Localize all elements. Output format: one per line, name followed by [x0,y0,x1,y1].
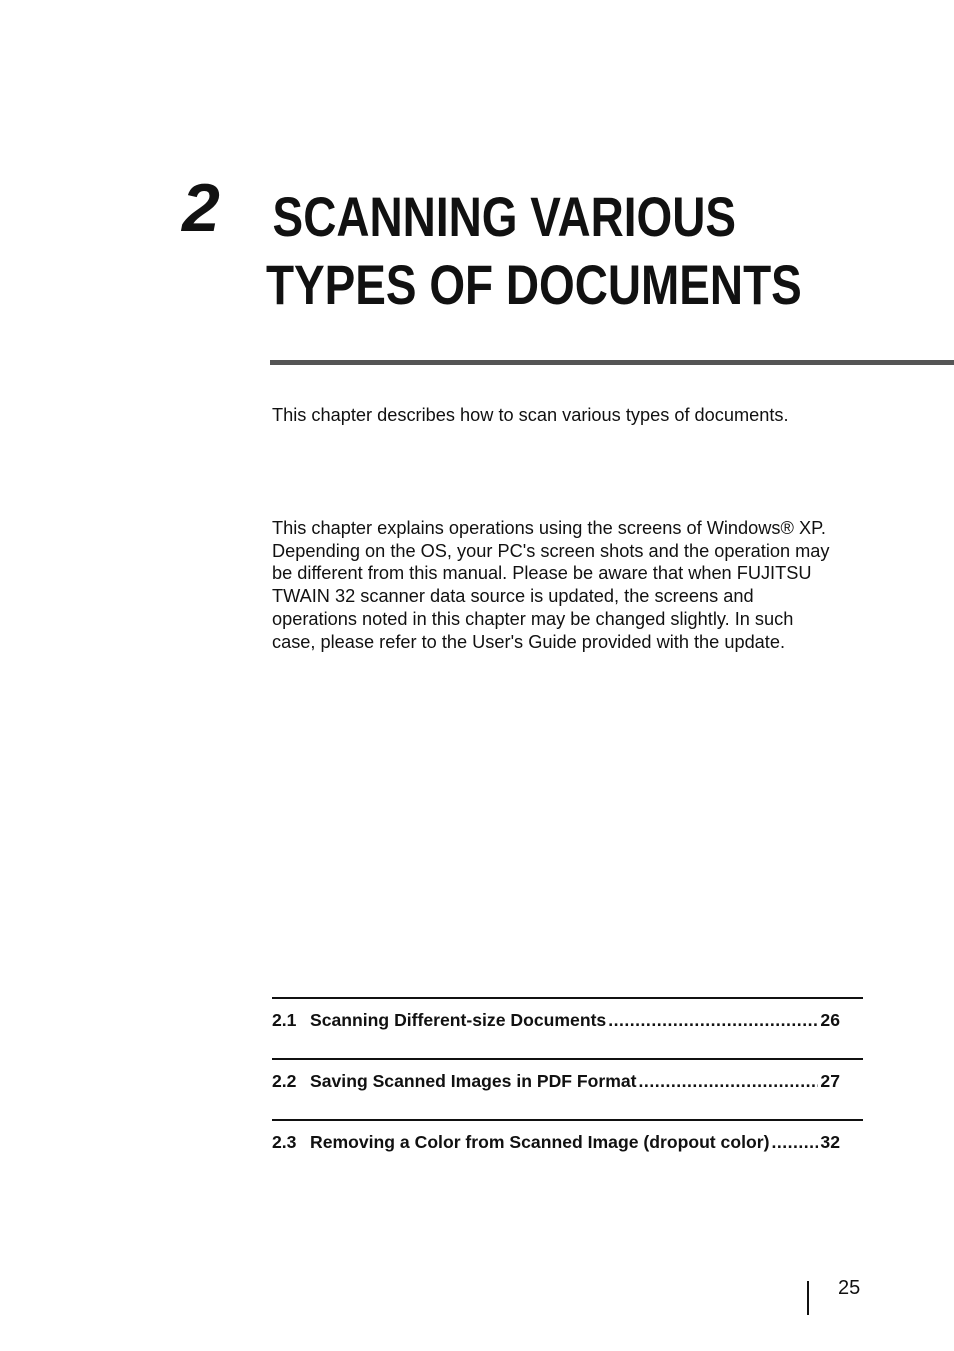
toc-entry[interactable] [272,1119,863,1180]
page-number-rule [807,1281,809,1315]
toc-leader-dots [639,1070,819,1092]
toc-section-number: 2.2 [272,1071,297,1091]
chapter-intro: This chapter describes how to scan various types of documents. [272,405,789,425]
note-line: be different from this manual. Please be aware that when FUJITSU [272,563,812,584]
chapter-note [272,517,872,653]
chapter-title-line-2: TYPES OF DOCUMENTS [266,253,802,316]
note-line: Depending on the OS, your PC's screen shots and the operation may [272,540,830,561]
table-of-contents [272,997,863,1180]
chapter-number: 2 [182,170,220,246]
title-divider [270,360,954,365]
page-number: 25 [838,1277,861,1299]
note-line: TWAIN 32 scanner data source is updated, the screens and [272,586,754,607]
toc-page-number: 27 [820,1071,840,1091]
toc-section-number: 2.3 [272,1132,297,1152]
note-line: operations noted in this chapter may be changed slightly. In such [272,608,794,629]
toc-section-number: 2.1 [272,1010,297,1030]
toc-section-title: Removing a Color from Scanned Image (dropout color) [310,1132,770,1152]
chapter-title-line-1: SCANNING VARIOUS [272,185,737,248]
chapter-title [266,183,802,319]
toc-entry[interactable] [272,997,863,1058]
note-line: case, please refer to the User's Guide provided with the update. [272,631,786,652]
toc-section-title: Scanning Different-size Documents [310,1010,607,1030]
note-line: This chapter explains operations using the screens of Windows® XP. [272,518,826,538]
toc-page-number: 26 [820,1010,840,1030]
toc-page-number: 32 [820,1132,840,1152]
toc-section-title: Saving Scanned Images in PDF Format [310,1071,637,1091]
toc-leader-dots [608,1009,818,1031]
toc-leader-dots [771,1131,818,1153]
toc-entry[interactable] [272,1058,863,1119]
